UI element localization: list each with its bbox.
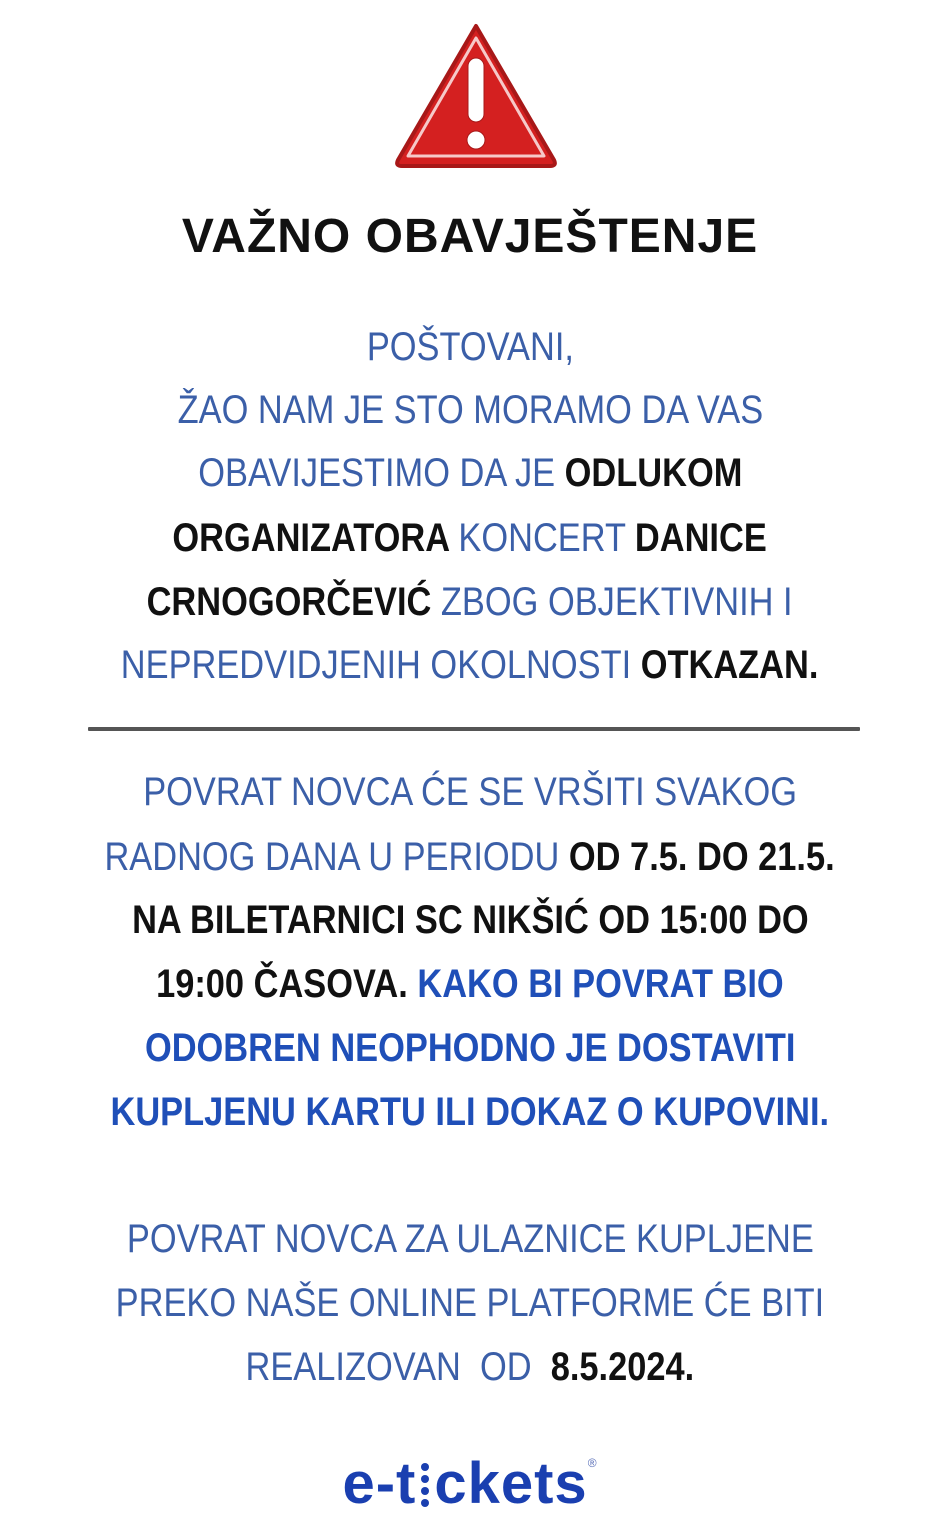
emphasis-segment: ORGANIZATORA [172, 516, 459, 560]
emphasis-segment: CRNOGORČEVIĆ [146, 580, 442, 624]
logo-suffix: ckets [434, 1451, 588, 1516]
emphasis-segment: DANICE [635, 516, 768, 560]
emphasis-segment: KAKO BI POVRAT BIO [417, 962, 784, 1006]
text-segment: POŠTOVANI, [366, 325, 574, 369]
text-line [0, 315, 940, 379]
text-segment: PREKO NAŠE ONLINE PLATFORME ĆE BITI [115, 1281, 825, 1325]
emphasis-segment: KUPLJENU KARTU ILI DOKAZ O KUPOVINI. [110, 1090, 830, 1134]
text-segment: ZBOG OBJEKTIVNIH I [441, 580, 794, 624]
emphasis-segment: ODLUKOM [564, 451, 743, 495]
text-line [0, 760, 940, 824]
emphasis-segment: ODOBREN NEOPHODNO JE DOSTAVITI [144, 1026, 796, 1070]
text-line [0, 441, 940, 505]
text-segment: REALIZOVAN OD [245, 1345, 551, 1389]
text-line [0, 1207, 940, 1271]
text-line [0, 378, 940, 442]
emphasis-segment: 19:00 ČASOVA. [156, 962, 418, 1006]
text-segment: RADNOG DANA U PERIODU [104, 835, 570, 879]
logo-dotted-i-icon [418, 1461, 432, 1507]
etickets-logo [0, 1428, 940, 1519]
text-line [0, 506, 940, 570]
logo-prefix: e-t [342, 1451, 417, 1516]
emphasis-segment: OTKAZAN. [641, 643, 819, 687]
notice-title: VAŽNO OBAVJEŠTENJE [181, 210, 759, 263]
warning-triangle-icon [392, 20, 560, 170]
text-segment: POVRAT NOVCA ZA ULAZNICE KUPLJENE [126, 1217, 814, 1261]
text-line [0, 1080, 940, 1144]
text-line [0, 570, 940, 634]
emphasis-segment: OD 7.5. DO 21.5. [569, 835, 836, 879]
text-line [0, 1016, 940, 1080]
text-segment: NEPREDVIDJENIH OKOLNOSTI [121, 643, 642, 687]
text-line [0, 1335, 940, 1399]
text-segment: ŽAO NAM JE STO MORAMO DA VAS [177, 388, 763, 432]
text-line [0, 825, 940, 889]
text-segment: OBAVIJESTIMO DA JE [197, 451, 565, 495]
text-line [0, 888, 940, 952]
emphasis-segment: 8.5.2024. [550, 1345, 695, 1389]
text-segment: POVRAT NOVCA ĆE SE VRŠITI SVAKOG [143, 770, 797, 814]
section-divider [88, 727, 860, 731]
text-line [0, 952, 940, 1016]
registered-mark: ® [587, 1456, 598, 1470]
text-segment: KONCERT [458, 516, 636, 560]
emphasis-segment: NA BILETARNICI SC NIKŠIĆ OD 15:00 DO [131, 898, 809, 942]
text-line [0, 633, 940, 697]
text-line [0, 1271, 940, 1335]
